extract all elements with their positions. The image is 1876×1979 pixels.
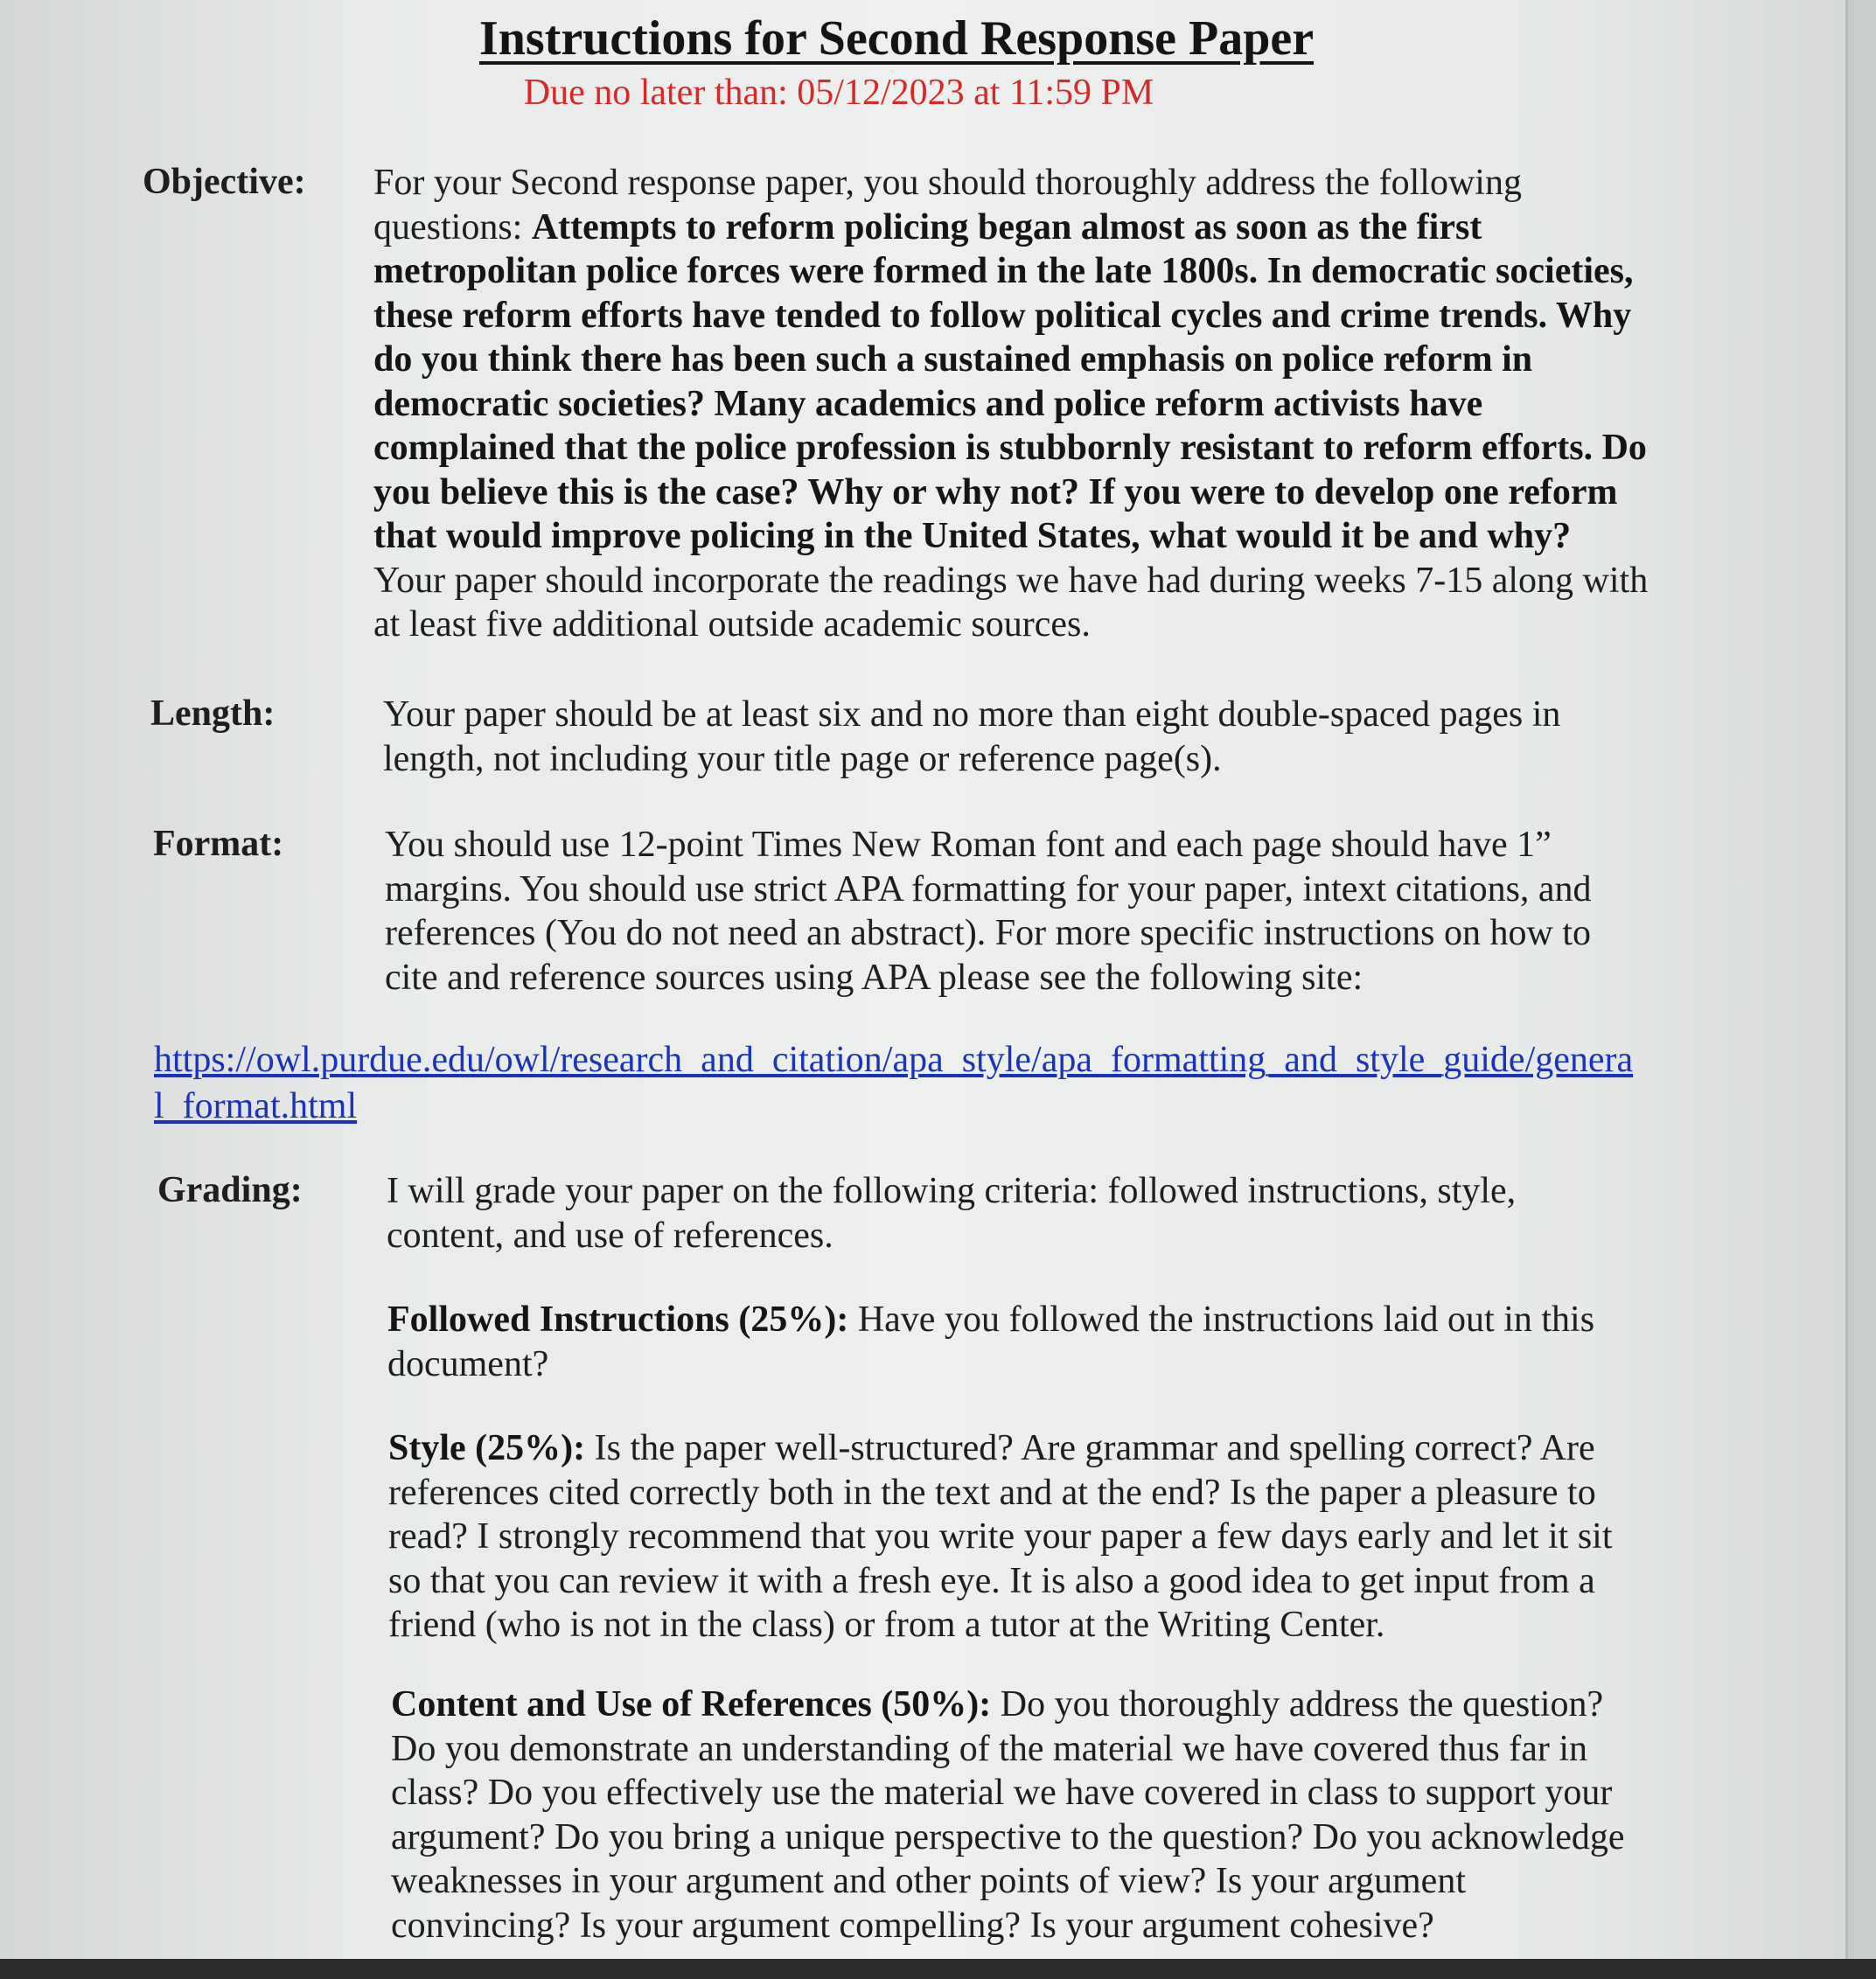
criterion-text: Do you thoroughly address the question? Do you demonstrate an understanding of the material we have covered thus far in class? Do you effectively use the material we have covered in class to support your argument? Do you bring a unique perspective to the question? Do you acknowledge weaknesses in your argument and other points of view? Is your argument convincing? Is your argument compelling? Is your argument cohesive? — [391, 1684, 1625, 1946]
objective-questions: Attempts to reform policing began almost as soon as the first metropolitan police forces were formed in the late 1800s. In democratic societies, these reform efforts have tended to follow political cycles and crime trends. Why do you think there has been such a sustained emphasis on police reform in democratic societies? Many academics and police reform activists have complained that the police profession is stubbornly resistant to reform efforts. Do you believe this is the case? Why or why not? If you were to develop one reform that would improve policing in the United States, what would it be and why? — [373, 206, 1647, 556]
criterion-heading: Followed Instructions (25%): — [387, 1300, 849, 1340]
grading-intro: I will grade your paper on the following criteria: followed instructions, style, content, and use of references. — [387, 1171, 1517, 1256]
criterion-text: Have you followed the instructions laid out in this document? — [387, 1300, 1595, 1384]
length-text: Your paper should be at least six and no more than eight double-spaced pages in length, not including your title page or reference page(s). — [383, 694, 1561, 779]
objective-intro: For your Second response paper, you should thoroughly address the following questions: — [373, 163, 1522, 247]
length-label: Length: — [150, 693, 275, 734]
objective-label: Objective: — [143, 162, 306, 202]
criterion-text: Is the paper well-structured? Are grammar and spelling correct? Are references cited correctly both in the text and at the end? Is the paper a pleasure to read? I strongly recommend that you write your paper a few days early and let it sit so that you can review it with a fresh eye. It is also a good idea to get input from a friend (who is not in the class) or from a tutor at the Writing Center. — [388, 1428, 1613, 1645]
criterion-heading: Content and Use of References (50%): — [391, 1684, 992, 1725]
criterion-followed-instructions — [387, 1298, 1647, 1386]
screen-right-edge — [1845, 0, 1876, 1979]
apa-guide-link[interactable]: https://owl.purdue.edu/owl/research_and_citation/apa_style/apa_formatting_and_style_guide/general_format.html — [154, 1040, 1634, 1126]
objective-text — [373, 161, 1650, 647]
criterion-style — [388, 1426, 1648, 1648]
criterion-content-references — [391, 1683, 1646, 1948]
grading-label: Grading: — [157, 1170, 303, 1210]
criterion-heading: Style (25%): — [388, 1428, 586, 1468]
due-date: Due no later than: 05/12/2023 at 11:59 PM — [523, 73, 1154, 113]
document-title — [0, 10, 1793, 66]
screen-bottom-edge — [0, 1959, 1876, 1979]
format-text: You should use 12-point Times New Roman font and each page should have 1” margins. You should use strict APA formatting for your paper, intext citations, and references (You do not need an abstract). For more specific instructions on how to cite and reference sources using APA please see the following site: — [385, 825, 1592, 998]
document-title-text: Instructions for Second Response Paper — [478, 11, 1315, 66]
format-label: Format: — [153, 824, 284, 864]
objective-closing: Your paper should incorporate the readings we have had during weeks 7-15 along with at least five additional outside academic sources. — [373, 560, 1649, 645]
